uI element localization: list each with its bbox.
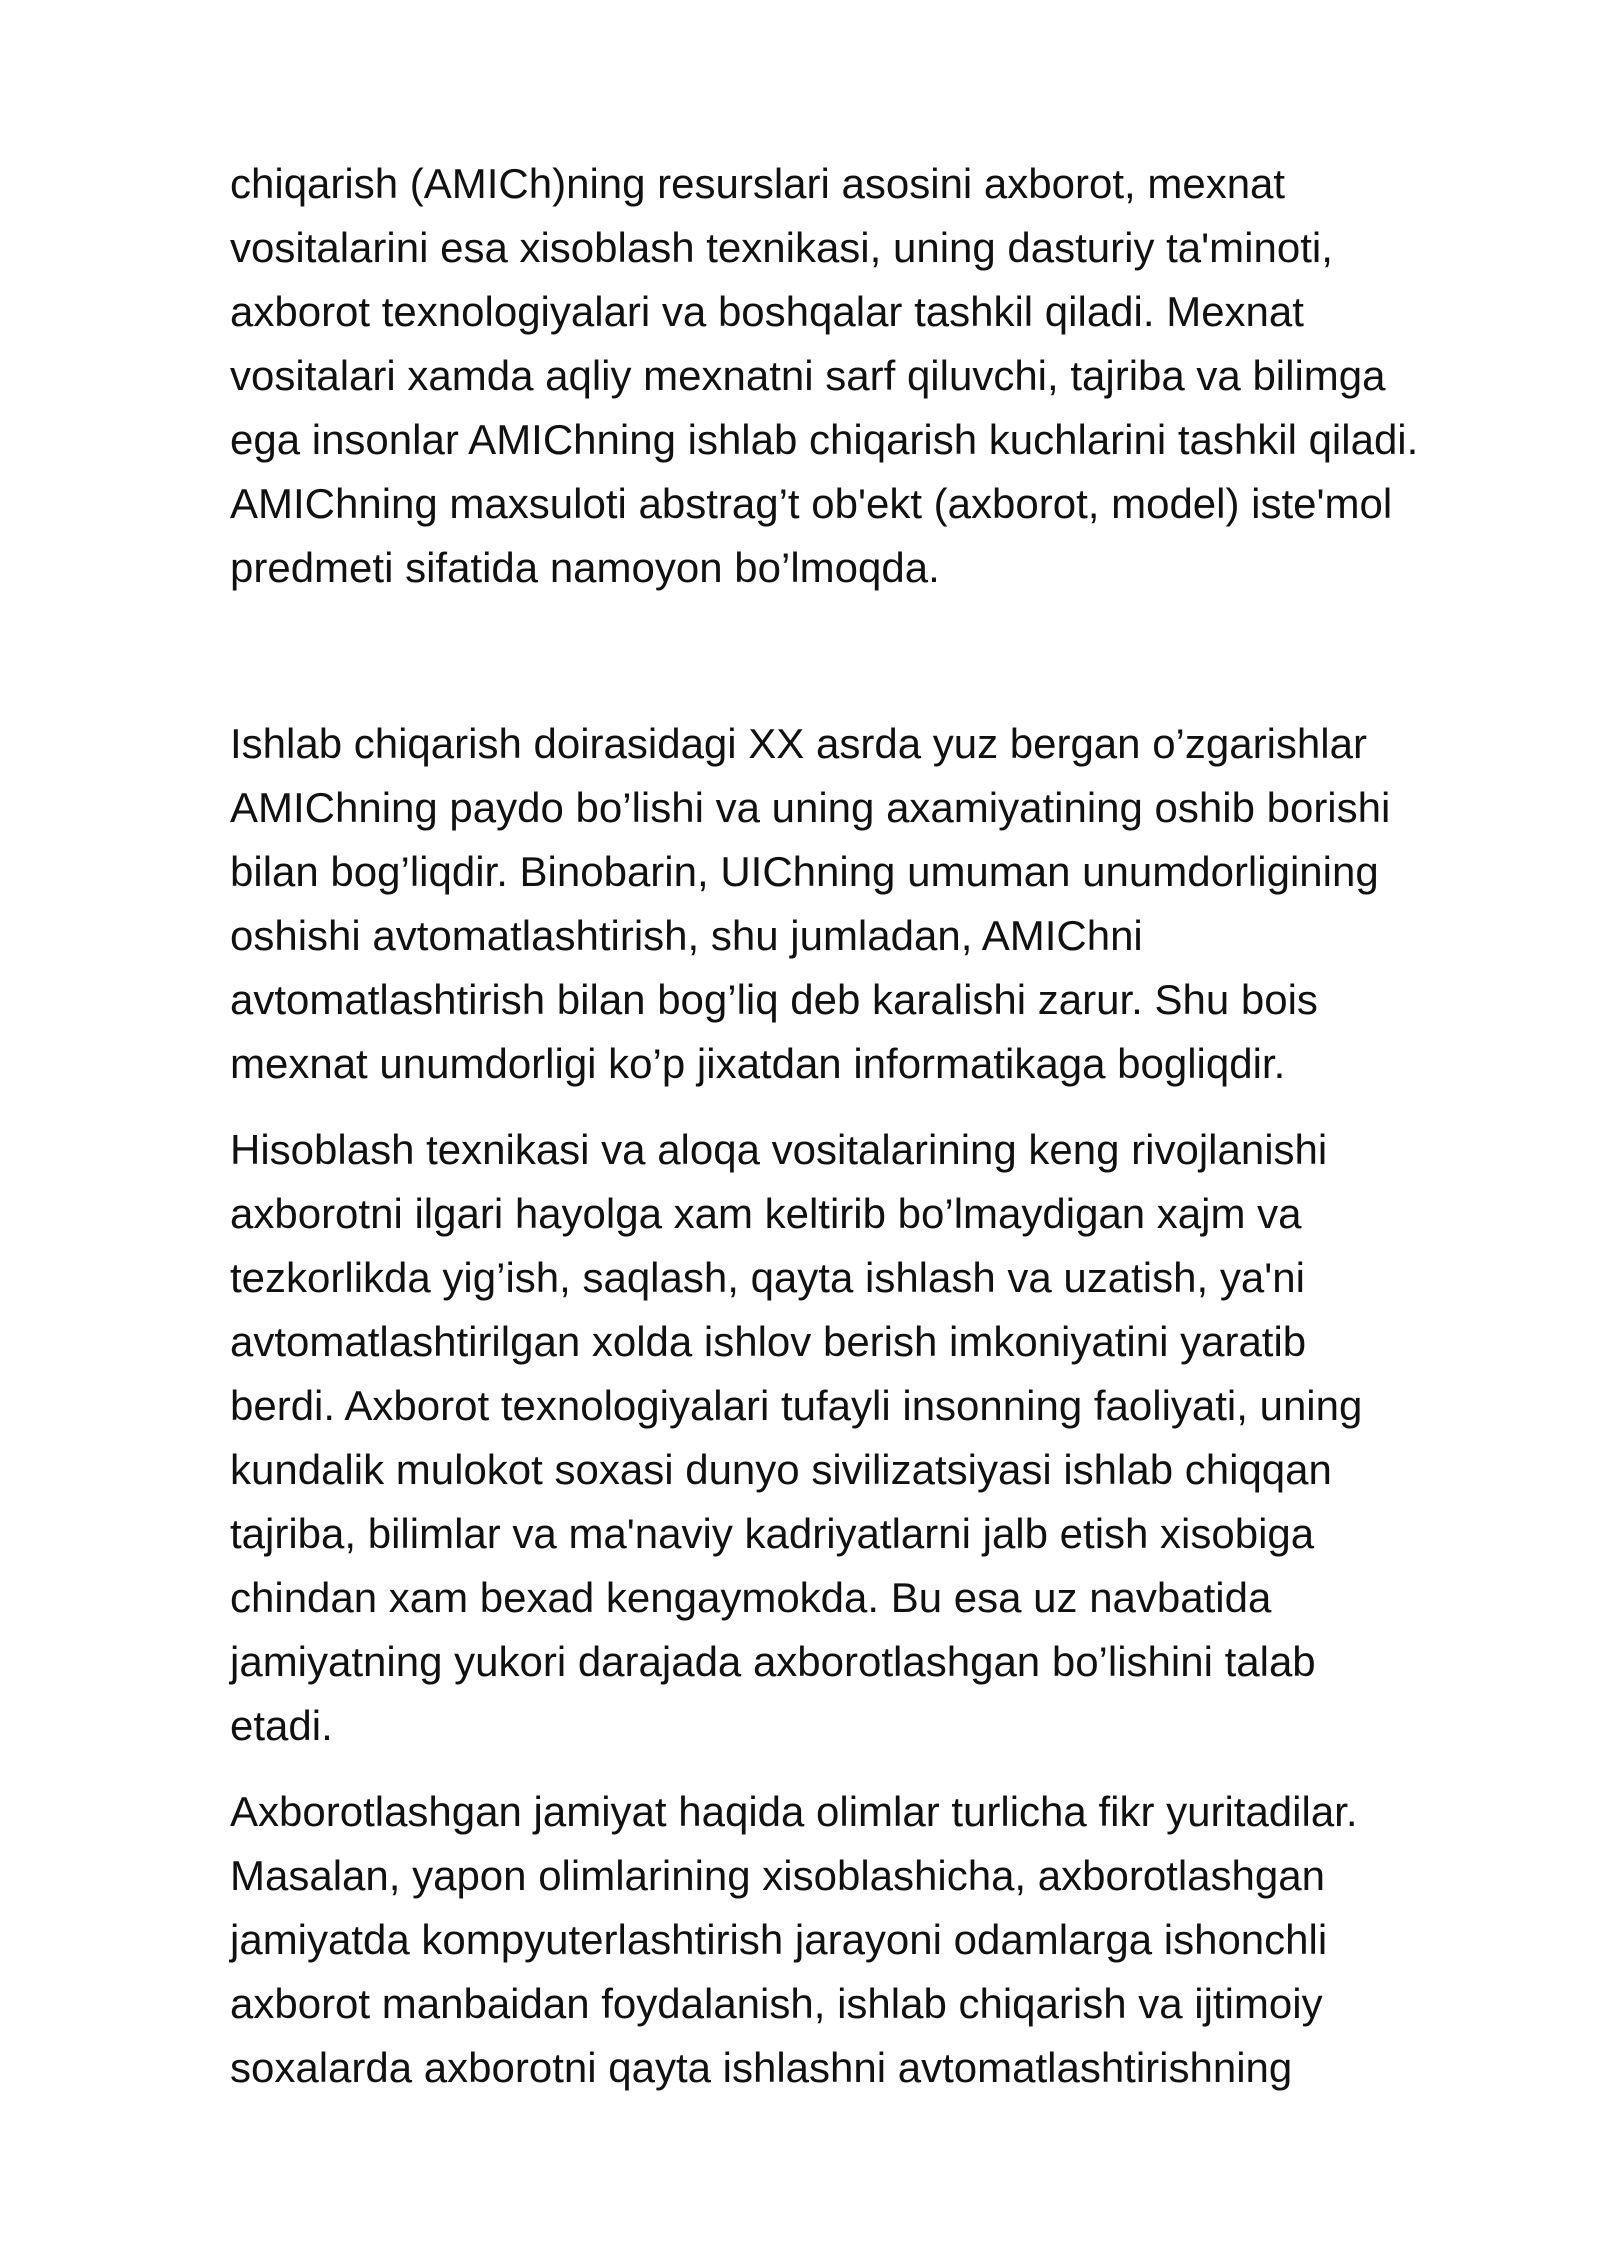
text-line: axborot manbaidan foydalanish, ishlab chiqarish va ijtimoiy <box>230 1980 1323 2027</box>
paragraph-2 <box>230 712 1530 1096</box>
text-line: bilan bog’liqdir. Binobarin, UIChning umuman unumdorligining <box>230 848 1379 895</box>
text-line: axborotni ilgari hayolga xam keltirib bo’lmaydigan xajm va <box>230 1190 1302 1237</box>
text-line: chindan xam bexad kengaymokda. Bu esa uz navbatida <box>230 1574 1272 1621</box>
text-line: jamiyatning yukori darajada axborotlashgan bo’lishini talab <box>230 1638 1316 1685</box>
paragraph-1 <box>230 152 1530 600</box>
text-line: ega insonlar AMIChning ishlab chiqarish kuchlarini tashkil qiladi. <box>230 416 1419 463</box>
text-line: avtomatlashtirilgan xolda ishlov berish imkoniyatini yaratib <box>230 1318 1307 1365</box>
text-line: AMIChning paydo bo’lishi va uning axamiyatining oshib borishi <box>230 784 1391 831</box>
text-line: vositalari xamda aqliy mexnatni sarf qiluvchi, tajriba va bilimga <box>230 352 1386 399</box>
text-line: mexnat unumdorligi ko’p jixatdan informatikaga bogliqdir. <box>230 1040 1286 1087</box>
document-body <box>230 152 1530 2100</box>
text-line: berdi. Axborot texnologiyalari tufayli insonning faoliyati, uning <box>230 1382 1363 1429</box>
text-line: vositalarini esa xisoblash texnikasi, uning dasturiy ta'minoti, <box>230 224 1333 271</box>
text-line: etadi. <box>230 1702 333 1749</box>
text-line: Hisoblash texnikasi va aloqa vositalarining keng rivojlanishi <box>230 1126 1328 1173</box>
text-line: chiqarish (AMICh)ning resurslari asosini axborot, mexnat <box>230 160 1286 207</box>
paragraph-3 <box>230 1118 1530 1758</box>
text-line: predmeti sifatida namoyon bo’lmoqda. <box>230 544 940 591</box>
text-line: avtomatlashtirish bilan bog’liq deb karalishi zarur. Shu bois <box>230 976 1318 1023</box>
text-line: tezkorlikda yig’ish, saqlash, qayta ishlash va uzatish, ya'ni <box>230 1254 1305 1301</box>
text-line: tajriba, bilimlar va ma'naviy kadriyatlarni jalb etish xisobiga <box>230 1510 1315 1557</box>
paragraph-4 <box>230 1780 1530 2100</box>
text-line: Axborotlashgan jamiyat haqida olimlar turlicha fikr yuritadilar. <box>230 1788 1358 1835</box>
text-line: jamiyatda kompyuterlashtirish jarayoni odamlarga ishonchli <box>230 1916 1328 1963</box>
text-line: AMIChning maxsuloti abstrag’t ob'ekt (axborot, model) iste'mol <box>230 480 1393 527</box>
text-line: axborot texnologiyalari va boshqalar tashkil qiladi. Mexnat <box>230 288 1304 335</box>
text-line: Ishlab chiqarish doirasidagi XX asrda yuz bergan o’zgarishlar <box>230 720 1367 767</box>
text-line: Masalan, yapon olimlarining xisoblashicha, axborotlashgan <box>230 1852 1325 1899</box>
text-line: oshishi avtomatlashtirish, shu jumladan, AMIChni <box>230 912 1143 959</box>
text-line: soxalarda axborotni qayta ishlashni avtomatlashtirishning <box>230 2044 1293 2091</box>
text-line: kundalik mulokot soxasi dunyo sivilizatsiyasi ishlab chiqqan <box>230 1446 1332 1493</box>
